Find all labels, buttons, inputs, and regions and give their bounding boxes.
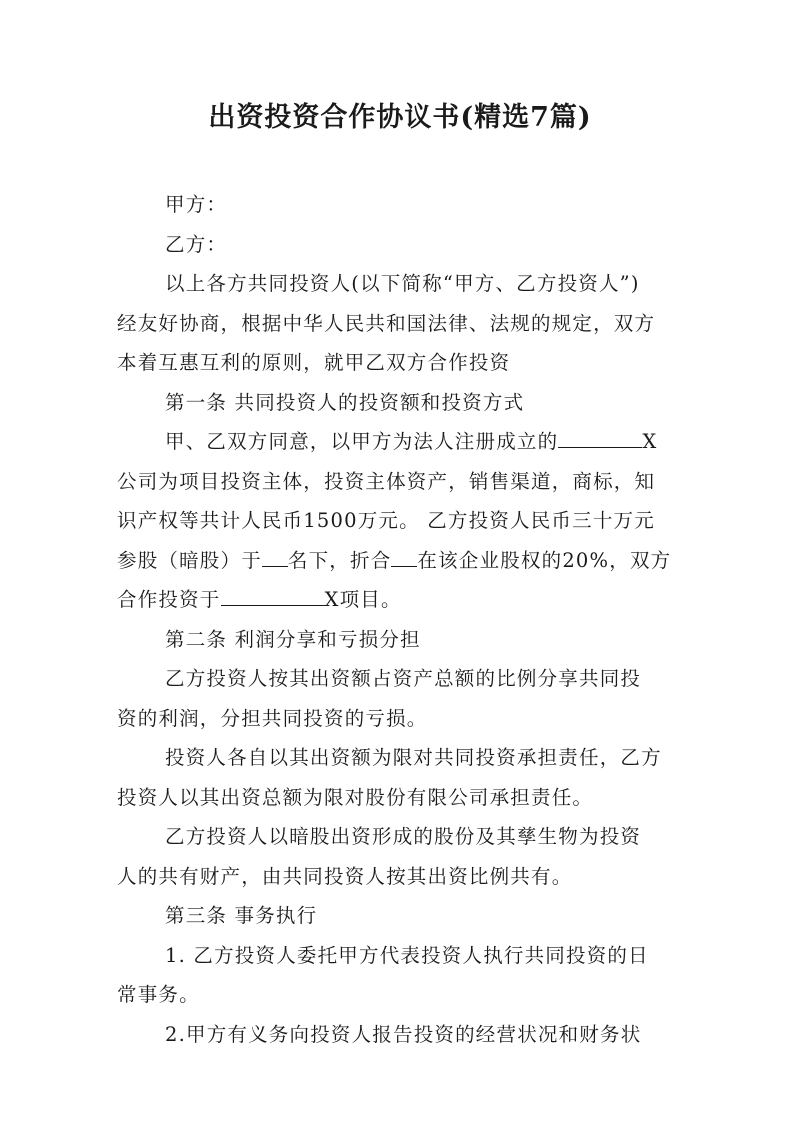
intro-line-3: 本着互惠互利的原则，就甲乙双方合作投资: [117, 351, 511, 374]
article-2-p2-line-1: 投资人各自以其出资额为限对共同投资承担责任，乙方: [165, 746, 662, 769]
party-b-line: 乙方：: [165, 232, 228, 256]
article-3-item-2-line-1: 2.甲方有义务向投资人报告投资的经营状况和财务状: [165, 1022, 642, 1046]
article-1-line-4-text-a: 参股（暗股）于: [117, 548, 262, 572]
article-1-line-1: [117, 422, 683, 462]
article-2-p3-line-1: 乙方投资人以暗股出资形成的股份及其孳生物为投资: [165, 825, 642, 848]
fill-blank-name: [262, 544, 288, 567]
article-1-heading: 第一条 共同投资人的投资额和投资方式: [165, 390, 525, 414]
fill-blank-amount: [391, 544, 417, 567]
article-2-heading: 第二条 利润分享和亏损分担: [165, 627, 421, 651]
document-body: [117, 185, 683, 1054]
fill-blank-company: [558, 425, 642, 448]
article-1-line-5: [117, 580, 683, 620]
document-title: 出资投资合作协议书(精选7篇): [208, 102, 592, 133]
article-3-item-1-line-2: 常事务。: [117, 983, 200, 1006]
article-2-p1-line-2: 资的利润，分担共同投资的亏损。: [117, 706, 428, 730]
intro-line-1: 以上各方共同投资人(以下简称“甲方、乙方投资人”): [165, 272, 640, 295]
article-2-p2-line-2: 投资人以其出资总额为限对股份有限公司承担责任。: [117, 785, 594, 809]
article-1-line-5-text-b: X项目。: [324, 588, 402, 611]
article-1-line-4: [117, 541, 683, 581]
party-a-line: 甲方：: [165, 193, 228, 216]
article-3-item-1-line-1: 1. 乙方投资人委托甲方代表投资人执行共同投资的日: [165, 943, 649, 967]
article-1-line-1-suffix: X: [642, 430, 658, 453]
article-2-p3-line-2: 人的共有财产，由共同投资人按其出资比例共有。: [117, 864, 573, 888]
article-1-line-4-text-b: 名下，折合: [287, 548, 392, 572]
article-1-line-4-text-c: 在该企业股权的20%，双方: [417, 548, 672, 572]
article-1-line-2: 公司为项目投资主体，投资主体资产，销售渠道，商标，知: [117, 469, 656, 493]
article-3-heading: 第三条 事务执行: [165, 904, 318, 927]
article-1-line-3: 识产权等共计人民币1500万元。 乙方投资人民币三十万元: [117, 509, 655, 532]
fill-blank-project: [221, 583, 325, 606]
article-1-line-1-text: 甲、乙双方同意，以甲方为法人注册成立的: [165, 430, 559, 453]
article-1-line-5-text-a: 合作投资于: [117, 588, 221, 611]
article-2-p1-line-1: 乙方投资人按其出资额占资产总额的比例分享共同投: [165, 667, 642, 690]
intro-line-2: 经友好协商，根据中华人民共和国法律、法规的规定，双方: [117, 311, 656, 335]
